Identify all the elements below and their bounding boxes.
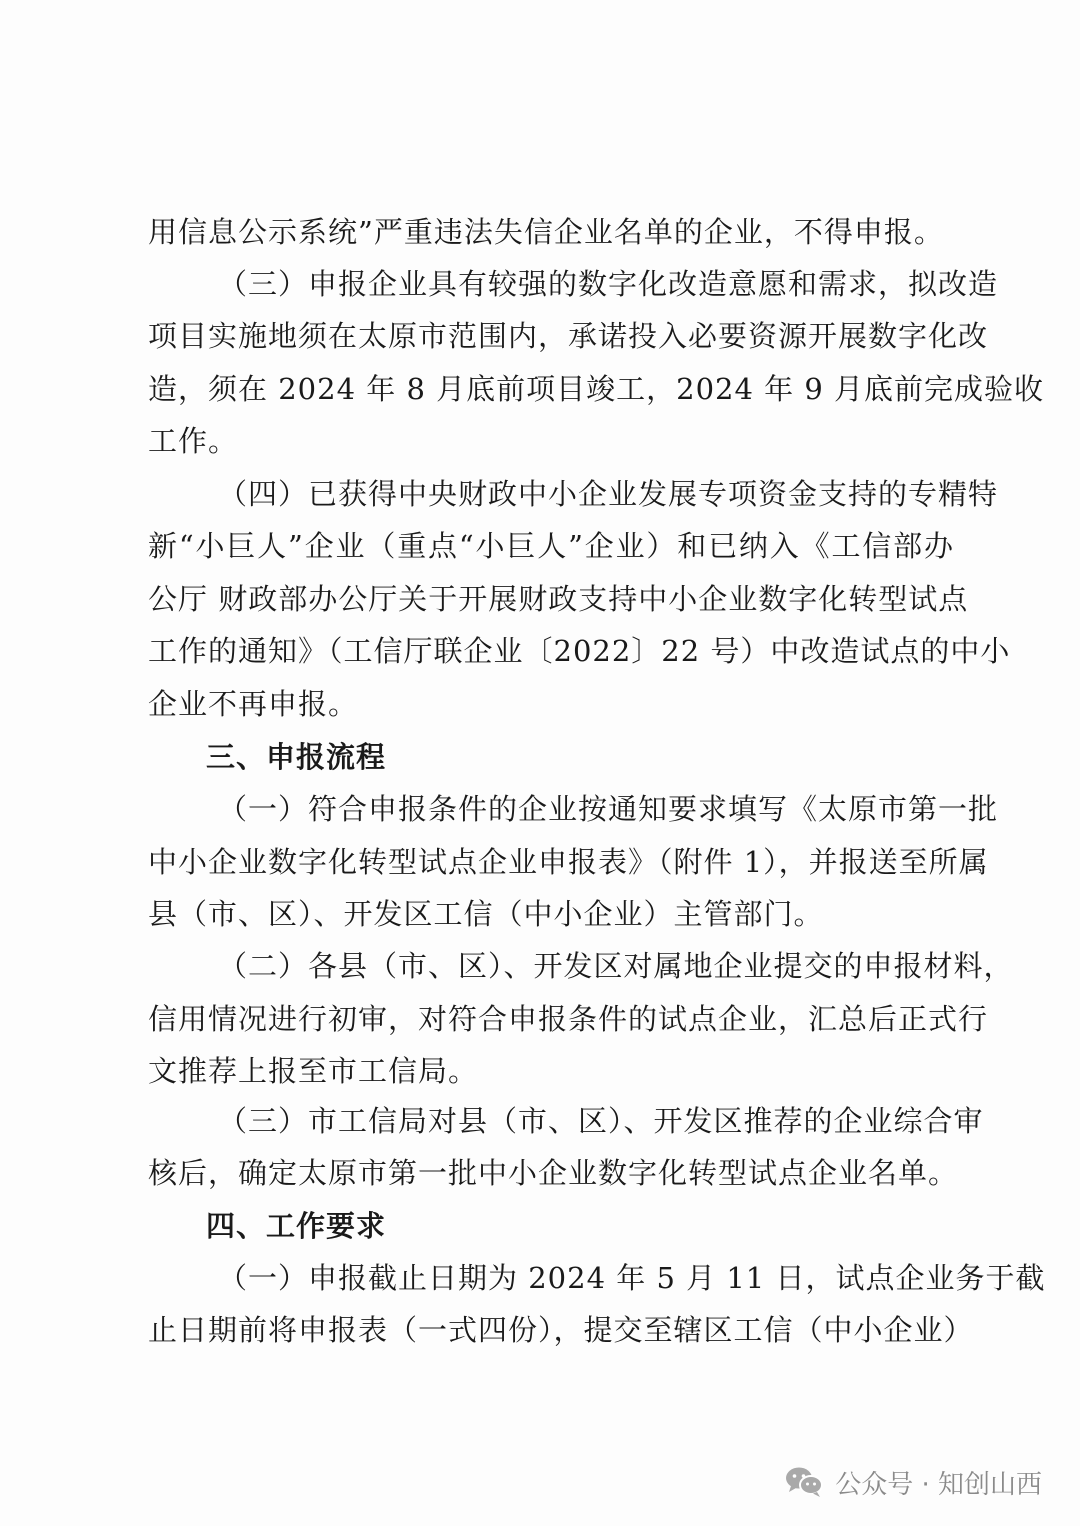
wechat-icon bbox=[785, 1466, 823, 1498]
text-line: 公厅 财政部办公厅关于开展财政支持中小企业数字化转型试点 bbox=[148, 582, 969, 616]
text-line: 工作的通知》（工信厅联企业〔2022〕22 号）中改造试点的中小 bbox=[148, 634, 1011, 668]
watermark bbox=[785, 1462, 1042, 1502]
text-line: 中小企业数字化转型试点企业申报表》（附件 1），并报送至所属 bbox=[148, 845, 989, 879]
text-line: 核后，确定太原市第一批中小企业数字化转型试点企业名单。 bbox=[148, 1156, 959, 1190]
text-line: （三）申报企业具有较强的数字化改造意愿和需求，拟改造 bbox=[218, 267, 999, 301]
text-line: （二）各县（市、区）、开发区对属地企业提交的申报材料， bbox=[218, 949, 1014, 983]
text-line: 新“小巨人”企业（重点“小巨人”企业）和已纳入《工信部办 bbox=[148, 529, 954, 563]
text-line: 用信息公示系统”严重违法失信企业名单的企业，不得申报。 bbox=[148, 215, 944, 249]
text-line: 信用情况进行初审，对符合申报条件的试点企业，汇总后正式行 bbox=[148, 1002, 989, 1036]
text-line: 造，须在 2024 年 8 月底前项目竣工，2024 年 9 月底前完成验收 bbox=[148, 372, 1045, 406]
text-line: （三）市工信局对县（市、区）、开发区推荐的企业综合审 bbox=[218, 1104, 984, 1138]
section-heading: 三、申报流程 bbox=[206, 740, 387, 774]
section-heading: 四、工作要求 bbox=[206, 1209, 387, 1243]
text-line: （一）申报截止日期为 2024 年 5 月 11 日，试点企业务于截 bbox=[218, 1261, 1046, 1295]
text-line: （四）已获得中央财政中小企业发展专项资金支持的专精特 bbox=[218, 477, 999, 511]
text-line: 项目实施地须在太原市范围内，承诺投入必要资源开展数字化改 bbox=[148, 319, 989, 353]
watermark-text: 公众号 · 知创山西 bbox=[835, 1469, 1042, 1500]
text-line: 企业不再申报。 bbox=[148, 687, 359, 721]
text-line: 县（市、区）、开发区工信（中小企业）主管部门。 bbox=[148, 897, 824, 931]
text-line: 工作。 bbox=[148, 424, 239, 458]
text-line: 文推荐上报至市工信局。 bbox=[148, 1054, 479, 1088]
text-line: 止日期前将申报表（一式四份），提交至辖区工信（中小企业） bbox=[148, 1313, 974, 1347]
text-line: （一）符合申报条件的企业按通知要求填写《太原市第一批 bbox=[218, 792, 999, 826]
